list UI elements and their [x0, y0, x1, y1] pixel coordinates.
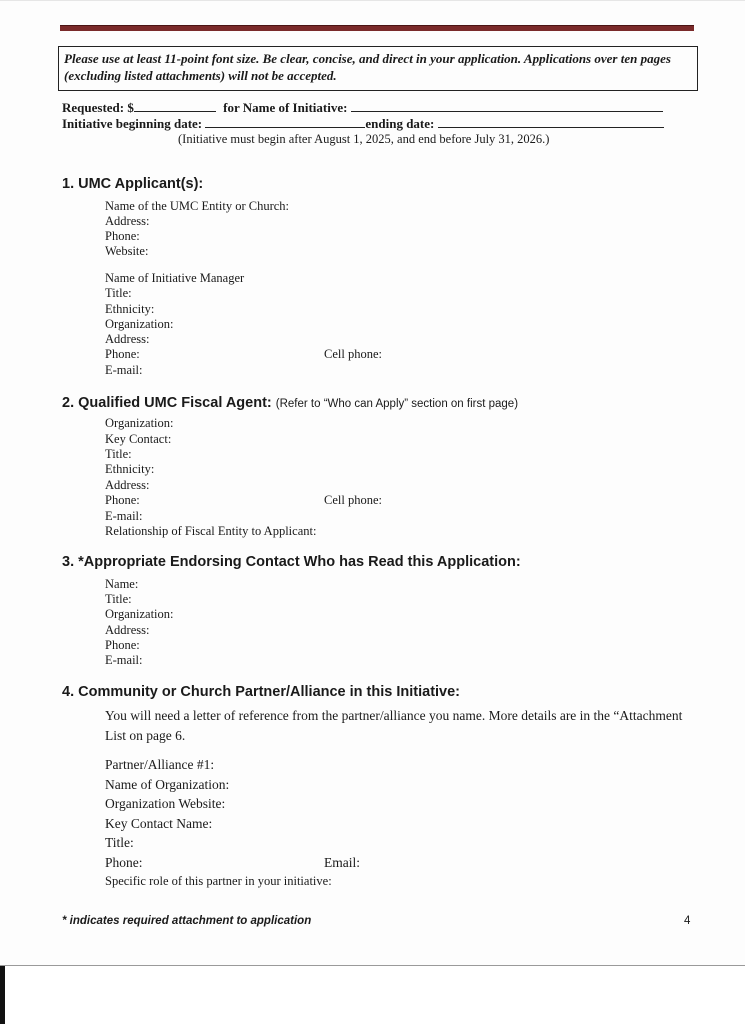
endorser-organization-field: Organization:	[105, 607, 174, 621]
partner-title-field: Title:	[105, 835, 134, 850]
notice-box: Please use at least 11-point font size. Be clear, concise, and direct in your application. Applications over ten pages (excluding listed attachments) will not be accepted.	[58, 46, 698, 91]
scan-margin	[0, 965, 745, 1024]
dates-line	[62, 116, 664, 131]
manager-ethnicity-field: Ethnicity:	[105, 302, 155, 316]
endorser-phone-field: Phone:	[105, 638, 140, 652]
section-2-heading	[62, 395, 518, 411]
ending-date-blank[interactable]	[438, 116, 664, 128]
manager-phone-field: Phone:	[105, 347, 140, 361]
endorser-address-field: Address:	[105, 623, 150, 637]
partner-website-field: Organization Website:	[105, 796, 226, 811]
fiscal-ethnicity-field: Ethnicity:	[105, 462, 155, 476]
header-rule	[60, 25, 694, 31]
fiscal-address-field: Address:	[105, 478, 150, 492]
partner-number-field: Partner/Alliance #1:	[105, 757, 215, 772]
partner-key-contact-field: Key Contact Name:	[105, 816, 213, 831]
fiscal-key-contact-field: Key Contact:	[105, 432, 172, 446]
required-attachment-note: * indicates required attachment to application	[62, 915, 312, 927]
entity-name-field: Name of the UMC Entity or Church:	[105, 199, 289, 213]
requested-label: Requested: $	[62, 100, 134, 115]
endorser-name-field: Name:	[105, 577, 139, 591]
manager-address-field: Address:	[105, 332, 150, 346]
beginning-date-label: Initiative beginning date:	[62, 116, 203, 131]
fiscal-email-field: E-mail:	[105, 509, 143, 523]
scan-edge-bottom	[0, 965, 745, 966]
section-3-heading: 3. *Appropriate Endorsing Contact Who has Read this Application:	[62, 554, 521, 570]
section-2-title: 2. Qualified UMC Fiscal Agent:	[62, 395, 272, 411]
section-1-heading: 1. UMC Applicant(s):	[62, 176, 204, 192]
fiscal-cell-phone-field: Cell phone:	[324, 493, 382, 507]
entity-phone-field: Phone:	[105, 229, 140, 243]
partner-instructions: You will need a letter of reference from the partner/alliance you name. More details are in the “Attachment List on page 6.	[105, 708, 683, 743]
requested-amount-blank[interactable]	[134, 100, 216, 112]
entity-address-field: Address:	[105, 214, 150, 228]
partner-org-name-field: Name of Organization:	[105, 777, 230, 792]
beginning-date-blank[interactable]	[205, 116, 365, 128]
partner-role-field: Specific role of this partner in your initiative:	[105, 874, 332, 888]
section-2-note: (Refer to “Who can Apply” section on first page)	[275, 398, 519, 410]
scan-edge-top	[0, 0, 745, 1]
section-4-heading: 4. Community or Church Partner/Alliance in this Initiative:	[62, 684, 461, 700]
manager-title-field: Title:	[105, 286, 132, 300]
initiative-name-blank[interactable]	[351, 100, 663, 112]
partner-email-field: Email:	[324, 855, 360, 870]
scan-edge-left	[0, 966, 5, 1024]
fiscal-title-field: Title:	[105, 447, 132, 461]
ending-date-label: ending date:	[365, 116, 435, 131]
partner-phone-field: Phone:	[105, 855, 143, 870]
date-note: (Initiative must begin after August 1, 2025, and end before July 31, 2026.)	[178, 132, 550, 146]
manager-email-field: E-mail:	[105, 363, 143, 377]
entity-website-field: Website:	[105, 244, 149, 258]
fiscal-relationship-field: Relationship of Fiscal Entity to Applicant:	[105, 524, 317, 538]
page-number: 4	[684, 915, 691, 927]
fiscal-organization-field: Organization:	[105, 416, 174, 430]
manager-name-field: Name of Initiative Manager	[105, 271, 245, 285]
initiative-name-label: for Name of Initiative:	[223, 100, 348, 115]
endorser-title-field: Title:	[105, 592, 132, 606]
fiscal-phone-field: Phone:	[105, 493, 140, 507]
manager-cell-phone-field: Cell phone:	[324, 347, 382, 361]
requested-line	[62, 100, 663, 115]
manager-organization-field: Organization:	[105, 317, 174, 331]
endorser-email-field: E-mail:	[105, 653, 143, 667]
